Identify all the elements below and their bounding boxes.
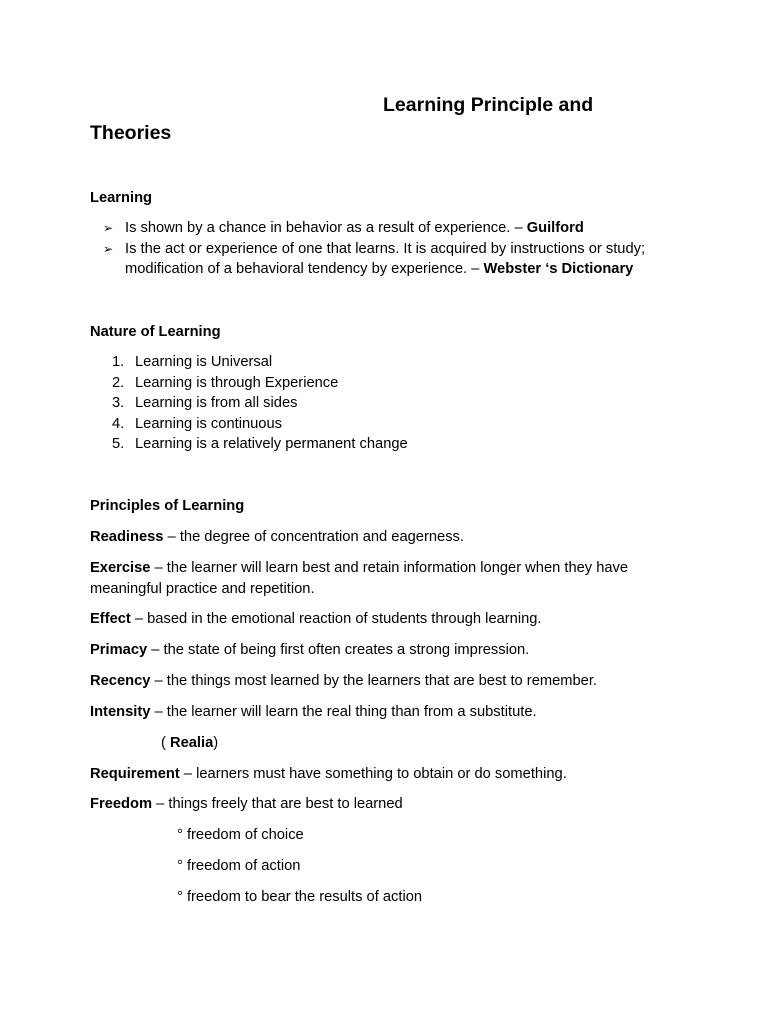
freedom-item: ° freedom to bear the results of action bbox=[177, 889, 423, 905]
list-number: 3. bbox=[112, 395, 125, 411]
principle-term: Freedom bbox=[90, 796, 153, 812]
definition-text: Is the act or experience of one that learns. It is acquired by instructions or study; modification of a behavioral tendency by experience. – bbox=[125, 240, 646, 277]
definition-source: Webster ‘s Dictionary bbox=[483, 261, 634, 277]
principle-readiness bbox=[90, 527, 660, 548]
list-item bbox=[110, 434, 408, 455]
list-item bbox=[100, 218, 680, 239]
freedom-item: ° freedom of action bbox=[177, 858, 301, 874]
freedom-item: ° freedom of choice bbox=[177, 827, 304, 843]
list-text: Learning is from all sides bbox=[135, 395, 298, 411]
list-item bbox=[110, 393, 408, 414]
arrow-bullet-icon: ➢ bbox=[103, 241, 114, 256]
list-text: Learning is through Experience bbox=[135, 374, 339, 391]
principle-desc: – things freely that are best to learned bbox=[152, 796, 403, 812]
principle-desc: – the things most learned by the learners that are best to remember. bbox=[150, 673, 597, 689]
list-number: 5. bbox=[112, 436, 125, 452]
page-title-line2: Theories bbox=[90, 122, 172, 144]
definition-text: Is shown by a chance in behavior as a result of experience. – bbox=[125, 220, 527, 236]
principle-term: Recency bbox=[90, 673, 151, 689]
arrow-bullet-icon: ➢ bbox=[103, 221, 114, 235]
principle-desc: – the learner will learn the real thing than from a substitute. bbox=[150, 704, 537, 720]
nature-list bbox=[110, 352, 408, 455]
list-item bbox=[100, 239, 680, 280]
list-item bbox=[110, 352, 408, 373]
list-number: 2. bbox=[112, 374, 125, 391]
principle-desc: – the degree of concentration and eagerness. bbox=[163, 529, 464, 545]
principle-term: Effect bbox=[90, 611, 131, 627]
list-number: 4. bbox=[112, 415, 125, 432]
principle-desc: – learners must have something to obtain or do something. bbox=[179, 766, 567, 782]
principles-heading: Principles of Learning bbox=[90, 498, 245, 514]
realia-open: ( bbox=[161, 735, 170, 751]
principle-effect bbox=[90, 609, 660, 630]
realia-term: Realia bbox=[169, 735, 214, 751]
learning-definitions-list bbox=[100, 218, 680, 280]
principle-desc: – the state of being first often creates a strong impression. bbox=[147, 642, 530, 658]
list-text: Learning is Universal bbox=[135, 354, 273, 370]
principle-term: Readiness bbox=[90, 529, 164, 545]
principle-recency bbox=[90, 671, 660, 692]
principle-term: Exercise bbox=[90, 560, 151, 576]
principle-requirement bbox=[90, 764, 660, 785]
page-title-line1: Learning Principle and bbox=[383, 94, 594, 116]
learning-heading: Learning bbox=[90, 190, 153, 206]
definition-source: Guilford bbox=[526, 220, 584, 236]
nature-heading: Nature of Learning bbox=[90, 324, 221, 340]
principle-primacy bbox=[90, 640, 660, 661]
principle-intensity bbox=[90, 702, 660, 723]
list-text: Learning is continuous bbox=[135, 415, 282, 432]
realia-close: ) bbox=[213, 735, 219, 751]
list-text: Learning is a relatively permanent change bbox=[135, 436, 408, 452]
principle-term: Requirement bbox=[90, 766, 180, 782]
principle-desc: – the learner will learn best and retain information longer when they have meaningful practice and repetition. bbox=[90, 560, 629, 597]
principle-freedom bbox=[90, 794, 660, 815]
list-item bbox=[110, 414, 408, 435]
principle-term: Primacy bbox=[90, 642, 148, 658]
list-number: 1. bbox=[112, 354, 125, 370]
list-item bbox=[110, 373, 408, 394]
principle-desc: – based in the emotional reaction of students through learning. bbox=[130, 611, 542, 627]
principle-term: Intensity bbox=[90, 704, 151, 720]
principle-exercise bbox=[90, 558, 660, 599]
realia-note bbox=[161, 733, 218, 754]
